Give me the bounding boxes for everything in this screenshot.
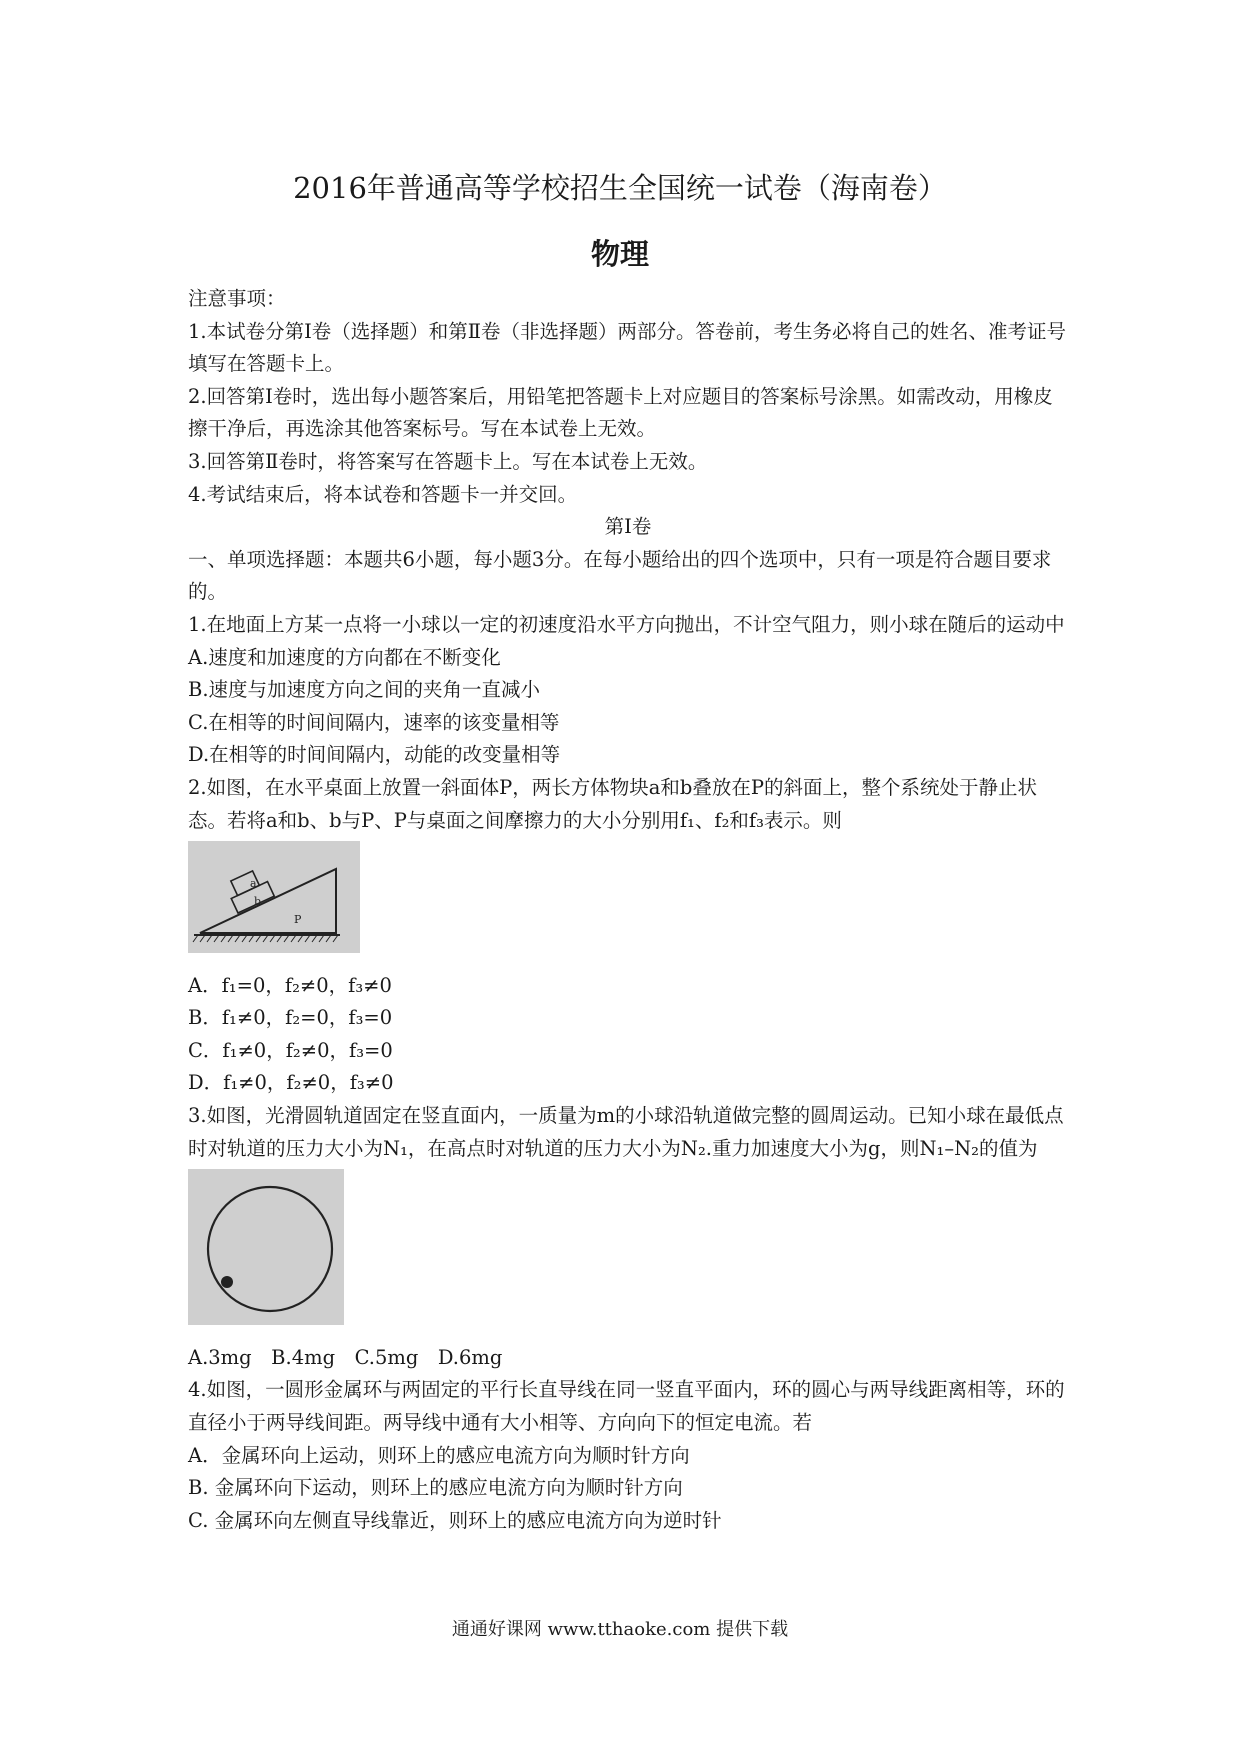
exam-title: 2016年普通高等学校招生全国统一试卷（海南卷） <box>293 171 947 205</box>
question-2-stem: 2.如图，在水平桌面上放置一斜面体P，两长方体物块a和b叠放在P的斜面上，整个系统处于静止状态。若将a和b、b与P、P与桌面之间摩擦力的大小分别用f₁、f₂和f₃表示。则 <box>188 775 1037 832</box>
question-1-stem: 1.在地面上方某一点将一小球以一定的初速度沿水平方向抛出，不计空气阻力，则小球在随后的运动中 <box>188 612 1065 636</box>
notice-item: 1.本试卷分第Ⅰ卷（选择题）和第Ⅱ卷（非选择题）两部分。答卷前，考生务必将自己的姓名、准考证号填写在答题卡上。 <box>188 319 1067 376</box>
question-4-option: A．金属环向上运动，则环上的感应电流方向为顺时针方向 <box>188 1443 690 1467</box>
question-4-stem: 4.如图，一圆形金属环与两固定的平行长直导线在同一竖直平面内，环的圆心与两导线距离相等，环的直径小于两导线间距。两导线中通有大小相等、方向向下的恒定电流。若 <box>188 1378 1065 1435</box>
notice-item: 3.回答第Ⅱ卷时，将答案写在答题卡上。写在本试卷上无效。 <box>188 449 708 473</box>
question-3-options: A.3mg B.4mg C.5mg D.6mg <box>188 1345 503 1369</box>
incline-label-a: a <box>250 877 257 891</box>
incline-label-b: b <box>254 895 262 909</box>
exam-content <box>188 283 1068 1537</box>
section-instruction: 一、单项选择题：本题共6小题，每小题3分。在每小题给出的四个选项中，只有一项是符合题目要求的。 <box>188 547 1052 604</box>
notice-item: 4.考试结束后，将本试卷和答题卡一并交回。 <box>188 482 578 506</box>
ball-icon <box>221 1276 233 1288</box>
circular-track-figure <box>188 1169 344 1325</box>
question-2-option: A．f₁=0，f₂≠0，f₃≠0 <box>188 973 392 997</box>
question-2-option: D．f₁≠0，f₂≠0，f₃≠0 <box>188 1071 394 1095</box>
question-3-stem: 3.如图，光滑圆轨道固定在竖直面内，一质量为m的小球沿轨道做完整的圆周运动。已知小球在最低点时对轨道的压力大小为N₁，在高点时对轨道的压力大小为N₂.重力加速度大小为g，则N₁–N₂的值为 <box>188 1104 1064 1160</box>
question-1-option: D.在相等的时间间隔内，动能的改变量相等 <box>188 743 561 767</box>
volume-heading: 第Ⅰ卷 <box>604 515 652 539</box>
question-2-option: C．f₁≠0，f₂≠0，f₃=0 <box>188 1038 393 1062</box>
incline-label-p: P <box>294 913 302 927</box>
footer-credit: 通通好课网 www.tthaoke.com 提供下载 <box>451 1619 789 1640</box>
question-1-option: C.在相等的时间间隔内，速率的该变量相等 <box>188 710 560 734</box>
question-4-option: C. 金属环向左侧直导线靠近，则环上的感应电流方向为逆时针 <box>188 1508 722 1532</box>
subject-title: 物理 <box>590 237 649 271</box>
question-1-option: A.速度和加速度的方向都在不断变化 <box>188 645 501 669</box>
question-2-option: B．f₁≠0，f₂=0，f₃=0 <box>188 1006 393 1030</box>
notice-item: 2.回答第Ⅰ卷时，选出每小题答案后，用铅笔把答题卡上对应题目的答案标号涂黑。如需改动，用橡皮擦干净后，再选涂其他答案标号。写在本试卷上无效。 <box>188 384 1053 441</box>
incline-figure <box>188 841 360 953</box>
question-4-option: B. 金属环向下运动，则环上的感应电流方向为顺时针方向 <box>188 1476 683 1500</box>
notice-heading: 注意事项： <box>188 287 286 310</box>
question-1-option: B.速度与加速度方向之间的夹角一直减小 <box>188 678 541 702</box>
